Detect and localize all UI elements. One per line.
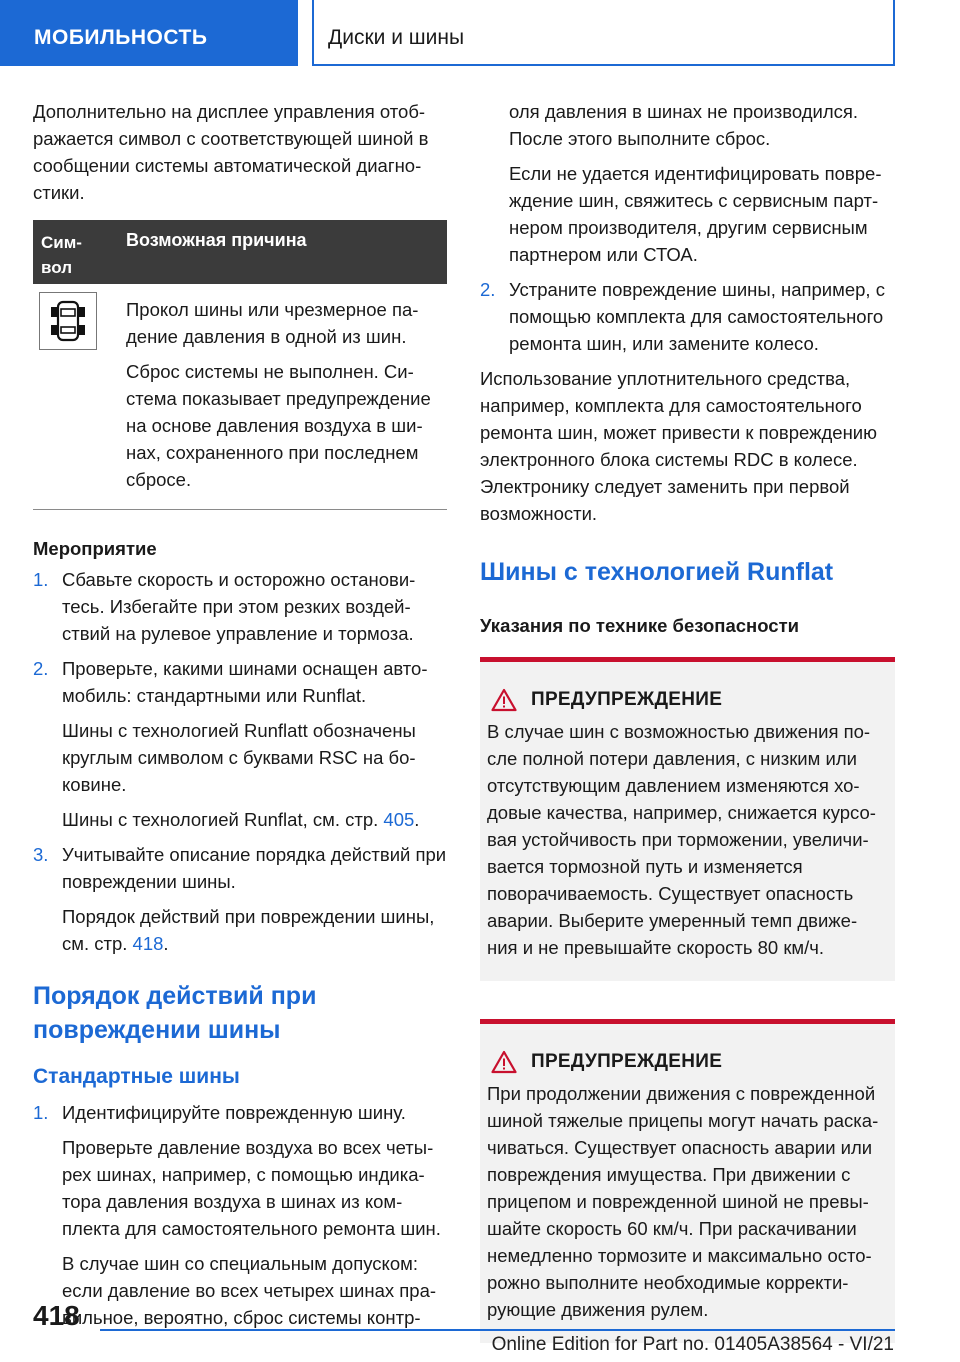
list-item [33,566,447,647]
footer-edition: Online Edition for Part no. 01405A38564 - VI/21 [491,1334,894,1355]
damage-heading: Порядок действий при повреждении шины [33,982,317,1044]
step-number: 2. [33,658,49,679]
step-text: В случае шин со специальным допуском: если давление во всех четырех шинах пра-вильное, вероятно, сброс системы контр- [62,1253,437,1328]
runflat-heading: Шины с технологией Runflat [480,558,834,586]
list-item [33,1099,447,1331]
intro-paragraph: Дополнительно на дисплее управления отоб-ражается символ с соответствующей шиной в сообщении системы автоматической диагно-стики. [33,101,429,203]
page-link-418[interactable]: 418 [132,933,164,954]
safety-heading: Указания по технике безопасности [480,615,799,636]
right-column [480,98,895,1362]
measures-title: Мероприятие [33,538,157,559]
standard-tires-subheading: Стандартные шины [33,1065,240,1088]
step-text: Проверьте, какими шинами оснащен авто-мобиль: стандартными или Runflat. [62,658,428,706]
header-section-label: МОБИЛЬНОСТЬ [34,26,208,49]
header-section-tab [0,0,298,66]
list-item [480,98,895,268]
warning-box-1 [480,657,895,981]
step-number: 3. [33,844,49,865]
step-number: 2. [480,279,496,300]
period: . [163,933,169,954]
period: . [414,809,420,830]
footer-divider [100,1329,895,1331]
step-text-with-link [62,806,447,833]
header-chapter-box [312,0,895,66]
damage-steps-continued [480,98,895,357]
step-number: 1. [33,569,49,590]
table-header [33,220,447,284]
step-number: 1. [33,1102,49,1123]
left-column [33,98,447,1339]
step-text: Шины с технологией Runflat, см. стр. [62,809,384,830]
sealant-paragraph: Использование уплотнительного средства, например, комплекта для самостоятельного ремонта шин, может привести к повреждению электронного блока системы RDC в колесе. Электронику следует заменить при первой возможности. [480,368,878,524]
header-chapter-label: Диски и шины [328,26,465,49]
list-item [33,841,447,957]
table-header-symbol: Сим-вол [41,233,82,277]
warning-title: ПРЕДУПРЕЖДЕНИЕ [531,689,723,710]
step-text-with-link [62,903,447,957]
step-text: Порядок действий при повреждении шины, см. стр. [62,906,435,954]
step-text: Учитывайте описание порядка действий при повреждении шины. [62,844,447,892]
warning-text: В случае шин с возможностью движения по-сле полной потери давления, с низким или отсутствующим давлением изменяются хо-довые качества, например, снижается курсо-вая устойчивость при торможении, увеличи-вается тормозной путь и изменяется поворачиваемость. Существует опасность аварии. Выберите умеренный темп движе-ния и не превышайте скорость 80 км/ч. [487,721,876,958]
warning-box-2 [480,1019,895,1343]
step-text: Сбавьте скорость и осторожно останови-тесь. Избегайте при этом резких воздей-ствий на рулевое управление и тормоза. [62,569,416,644]
page-link-405[interactable]: 405 [383,809,415,830]
step-text: оля давления в шинах не производился. После этого выполните сброс. [509,101,859,149]
warning-triangle-icon [491,1050,517,1074]
warning-title-row [487,688,887,712]
damage-steps-list [33,1099,447,1331]
step-text: Если не удается идентифицировать повре-ждение шин, свяжитесь с сервисным парт-нером производителя, другим сервисным партнером или СТОА. [509,163,882,265]
table-header-cause: Возможная причина [126,230,307,250]
table-cause-text-2: Сброс системы не выполнен. Си-стема показывает предупреждение на основе давления воздуха в ши-нах, сохраненного при последнем сбросе. [126,361,431,490]
list-item [480,276,895,357]
step-text: Устраните повреждение шины, например, с помощью комплекта для самостоятельного ремонта шин, или замените колесо. [509,279,885,354]
symbol-table [33,220,447,510]
measures-list [33,566,447,957]
step-text: Проверьте давление воздуха во всех четы-рех шинах, например, с помощью индика-тора давления воздуха в шинах из ком-плекта для самостоятельного ремонта шин. [62,1137,441,1239]
table-row [33,284,447,510]
tire-warning-car-icon [39,292,97,350]
step-text: Идентифицируйте поврежденную шину. [62,1102,406,1123]
warning-title-row [487,1050,887,1074]
warning-triangle-icon [491,688,517,712]
list-item [33,655,447,833]
table-cause-text-1: Прокол шины или чрезмерное па-дение давления в одной из шин. [126,299,419,347]
warning-text: При продолжении движения с поврежденной шиной тяжелые прицепы могут начать раска-чиваться. Существует опасность аварии или повреждения имущества. При движении с прицепом и поврежденной шиной не превы-шайте скорость 60 км/ч. При раскачивании немедленно тормозите и максимально осто-рожно выполните необходимые корректи-рующие движения рулем. [487,1083,879,1320]
warning-title: ПРЕДУПРЕЖДЕНИЕ [531,1051,723,1072]
page-number: 418 [33,1300,80,1331]
step-text: Шины с технологией Runflatt обозначены круглым символом с буквами RSC на бо-ковине. [62,720,416,795]
